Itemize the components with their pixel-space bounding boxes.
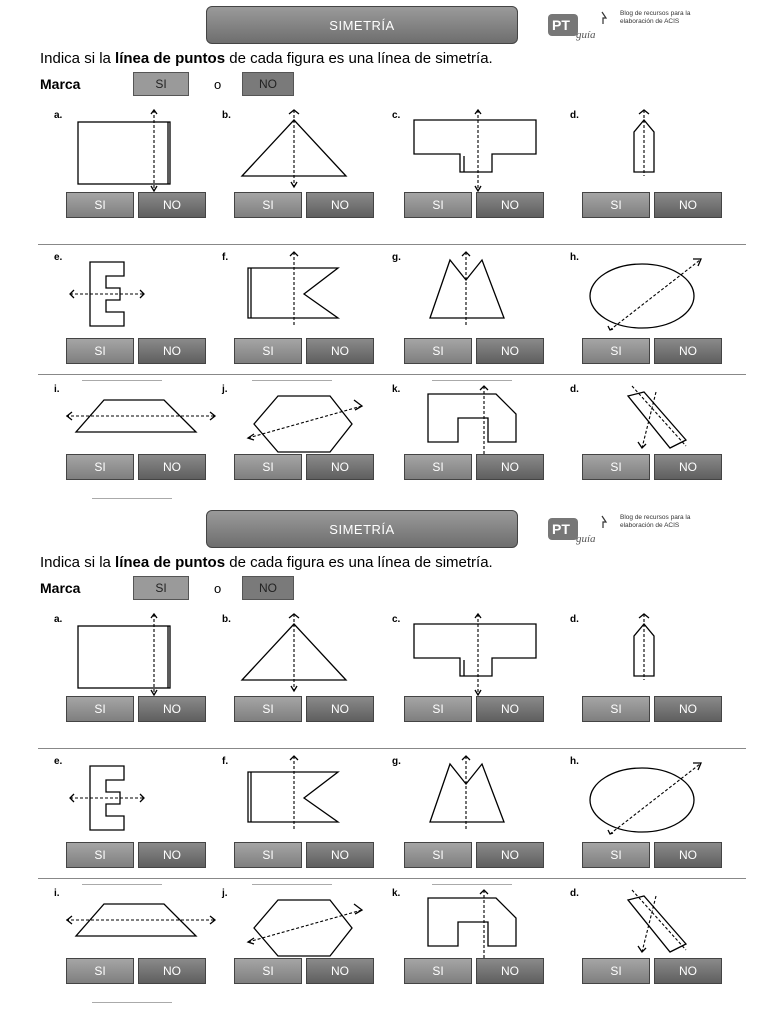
underline [92, 498, 172, 499]
marca-label: Marca [40, 76, 81, 92]
figure-letter: d. [570, 888, 579, 899]
symmetry-figure [66, 110, 186, 192]
or-label: o [214, 77, 222, 92]
no-button[interactable]: NO [138, 958, 206, 984]
no-button[interactable]: NO [476, 338, 544, 364]
no-button[interactable]: NO [306, 842, 374, 868]
answer-buttons [404, 696, 544, 722]
instructions-suffix: de cada figura es una línea de simetría. [225, 554, 493, 571]
symmetry-figure [582, 252, 706, 334]
si-button[interactable]: SI [66, 338, 134, 364]
row-divider [38, 878, 746, 879]
answer-buttons [404, 958, 544, 984]
figure-letter: i. [54, 888, 60, 899]
si-button[interactable]: SI [404, 958, 472, 984]
or-label: o [214, 581, 222, 596]
figure-letter: f. [222, 756, 229, 767]
symmetry-figure [234, 614, 354, 694]
figure-letter: k. [392, 888, 401, 899]
no-button[interactable]: NO [306, 696, 374, 722]
figure-letter: d. [570, 384, 579, 395]
si-button[interactable]: SI [404, 842, 472, 868]
si-button[interactable]: SI [582, 696, 650, 722]
logo-caption-line: elaboración de ACIS [620, 522, 680, 529]
instructions-prefix: Indica si la [40, 50, 116, 67]
si-button[interactable]: SI [404, 454, 472, 480]
svg-text:guía: guía [576, 533, 596, 545]
underline [432, 884, 512, 885]
symmetry-figure [404, 110, 544, 192]
underline [252, 884, 332, 885]
no-button[interactable]: NO [654, 454, 722, 480]
symmetry-figure [404, 614, 544, 696]
answer-buttons [582, 192, 722, 218]
answer-buttons [66, 338, 206, 364]
no-button[interactable]: NO [138, 454, 206, 480]
si-button[interactable]: SI [582, 958, 650, 984]
no-button[interactable]: NO [476, 842, 544, 868]
si-button[interactable]: SI [66, 958, 134, 984]
si-button[interactable]: SI [582, 338, 650, 364]
ptguia-logo-icon [546, 514, 616, 546]
no-button[interactable]: NO [654, 338, 722, 364]
logo-caption [620, 10, 740, 26]
symmetry-figure [404, 756, 528, 832]
figure-letter: b. [222, 614, 231, 625]
answer-buttons [582, 958, 722, 984]
symmetry-figure [234, 110, 354, 190]
figure-letter: g. [392, 756, 401, 767]
no-button[interactable]: NO [476, 696, 544, 722]
symmetry-figure [234, 756, 354, 832]
logo-caption [620, 514, 740, 530]
si-legend-chip: SI [133, 576, 189, 600]
symmetry-figure [234, 386, 374, 456]
instructions-bold: línea de puntos [115, 50, 226, 67]
si-button[interactable]: SI [234, 842, 302, 868]
answer-buttons [234, 454, 374, 480]
worksheet-title: SIMETRÍA [206, 6, 518, 44]
no-button[interactable]: NO [654, 958, 722, 984]
ptguia-logo-icon [546, 10, 616, 42]
no-button[interactable]: NO [654, 696, 722, 722]
figure-letter: c. [392, 614, 401, 625]
instructions [40, 554, 493, 571]
symmetry-figure [582, 614, 706, 684]
si-button[interactable]: SI [66, 192, 134, 218]
instructions [40, 50, 493, 67]
si-button[interactable]: SI [404, 192, 472, 218]
instructions-bold: línea de puntos [115, 554, 226, 571]
si-button[interactable]: SI [66, 696, 134, 722]
symmetry-figure [234, 252, 354, 328]
si-button[interactable]: SI [66, 454, 134, 480]
no-button[interactable]: NO [476, 192, 544, 218]
answer-buttons [582, 696, 722, 722]
answer-buttons [234, 192, 374, 218]
figure-letter: d. [570, 614, 579, 625]
answer-buttons [66, 192, 206, 218]
no-button[interactable]: NO [138, 338, 206, 364]
symmetry-figure [582, 110, 706, 180]
answer-buttons [66, 958, 206, 984]
svg-text:PT: PT [552, 17, 570, 33]
si-button[interactable]: SI [582, 842, 650, 868]
worksheet [0, 504, 768, 1004]
si-button[interactable]: SI [404, 696, 472, 722]
row-divider [38, 244, 746, 245]
underline [432, 380, 512, 381]
si-button[interactable]: SI [582, 454, 650, 480]
no-button[interactable]: NO [138, 192, 206, 218]
no-button[interactable]: NO [654, 842, 722, 868]
answer-buttons [234, 958, 374, 984]
si-button[interactable]: SI [234, 338, 302, 364]
figure-letter: h. [570, 756, 579, 767]
figure-letter: c. [392, 110, 401, 121]
answer-buttons [404, 454, 544, 480]
logo-caption-line: Blog de recursos para la [620, 10, 691, 17]
answer-buttons [234, 842, 374, 868]
no-button[interactable]: NO [306, 958, 374, 984]
no-button[interactable]: NO [654, 192, 722, 218]
answer-buttons [404, 338, 544, 364]
figure-letter: a. [54, 614, 63, 625]
answer-buttons [66, 842, 206, 868]
no-button[interactable]: NO [306, 192, 374, 218]
symmetry-figure [66, 756, 150, 838]
logo-caption-line: Blog de recursos para la [620, 514, 691, 521]
si-button[interactable]: SI [66, 842, 134, 868]
figure-letter: e. [54, 756, 63, 767]
figure-letter: f. [222, 252, 229, 263]
underline [252, 380, 332, 381]
symmetry-figure [582, 386, 702, 456]
logo-caption-line: elaboración de ACIS [620, 18, 680, 25]
no-button[interactable]: NO [476, 958, 544, 984]
instructions-prefix: Indica si la [40, 554, 116, 571]
no-button[interactable]: NO [306, 454, 374, 480]
figure-letter: i. [54, 384, 60, 395]
svg-text:PT: PT [552, 521, 570, 537]
si-button[interactable]: SI [234, 454, 302, 480]
no-button[interactable]: NO [138, 696, 206, 722]
svg-text:guía: guía [576, 29, 596, 41]
si-button[interactable]: SI [234, 696, 302, 722]
marca-label: Marca [40, 580, 81, 596]
figure-letter: j. [222, 888, 228, 899]
answer-buttons [582, 454, 722, 480]
si-button[interactable]: SI [234, 192, 302, 218]
answer-buttons [582, 842, 722, 868]
instructions-suffix: de cada figura es una línea de simetría. [225, 50, 493, 67]
figure-letter: a. [54, 110, 63, 121]
answer-buttons [234, 338, 374, 364]
underline [82, 884, 162, 885]
symmetry-figure [404, 252, 528, 328]
answer-buttons [404, 842, 544, 868]
no-button[interactable]: NO [476, 454, 544, 480]
symmetry-figure [66, 614, 186, 696]
symmetry-figure [404, 386, 530, 462]
no-button[interactable]: NO [306, 338, 374, 364]
answer-buttons [582, 338, 722, 364]
si-legend-chip: SI [133, 72, 189, 96]
symmetry-figure [582, 756, 706, 838]
underline [92, 1002, 172, 1003]
answer-buttons [404, 192, 544, 218]
no-button[interactable]: NO [138, 842, 206, 868]
underline [82, 380, 162, 381]
symmetry-figure [582, 890, 702, 960]
row-divider [38, 748, 746, 749]
figure-letter: j. [222, 384, 228, 395]
symmetry-figure [66, 252, 150, 334]
figure-letter: d. [570, 110, 579, 121]
symmetry-figure [66, 890, 218, 942]
si-button[interactable]: SI [234, 958, 302, 984]
no-legend-chip: NO [242, 72, 294, 96]
figure-letter: b. [222, 110, 231, 121]
worksheet-title: SIMETRÍA [206, 510, 518, 548]
no-legend-chip: NO [242, 576, 294, 600]
worksheet [0, 0, 768, 500]
answer-buttons [66, 696, 206, 722]
figure-letter: g. [392, 252, 401, 263]
symmetry-figure [66, 386, 218, 438]
figure-letter: e. [54, 252, 63, 263]
si-button[interactable]: SI [582, 192, 650, 218]
symmetry-figure [234, 890, 374, 960]
row-divider [38, 374, 746, 375]
symmetry-figure [404, 890, 530, 966]
si-button[interactable]: SI [404, 338, 472, 364]
figure-letter: k. [392, 384, 401, 395]
figure-letter: h. [570, 252, 579, 263]
answer-buttons [234, 696, 374, 722]
answer-buttons [66, 454, 206, 480]
